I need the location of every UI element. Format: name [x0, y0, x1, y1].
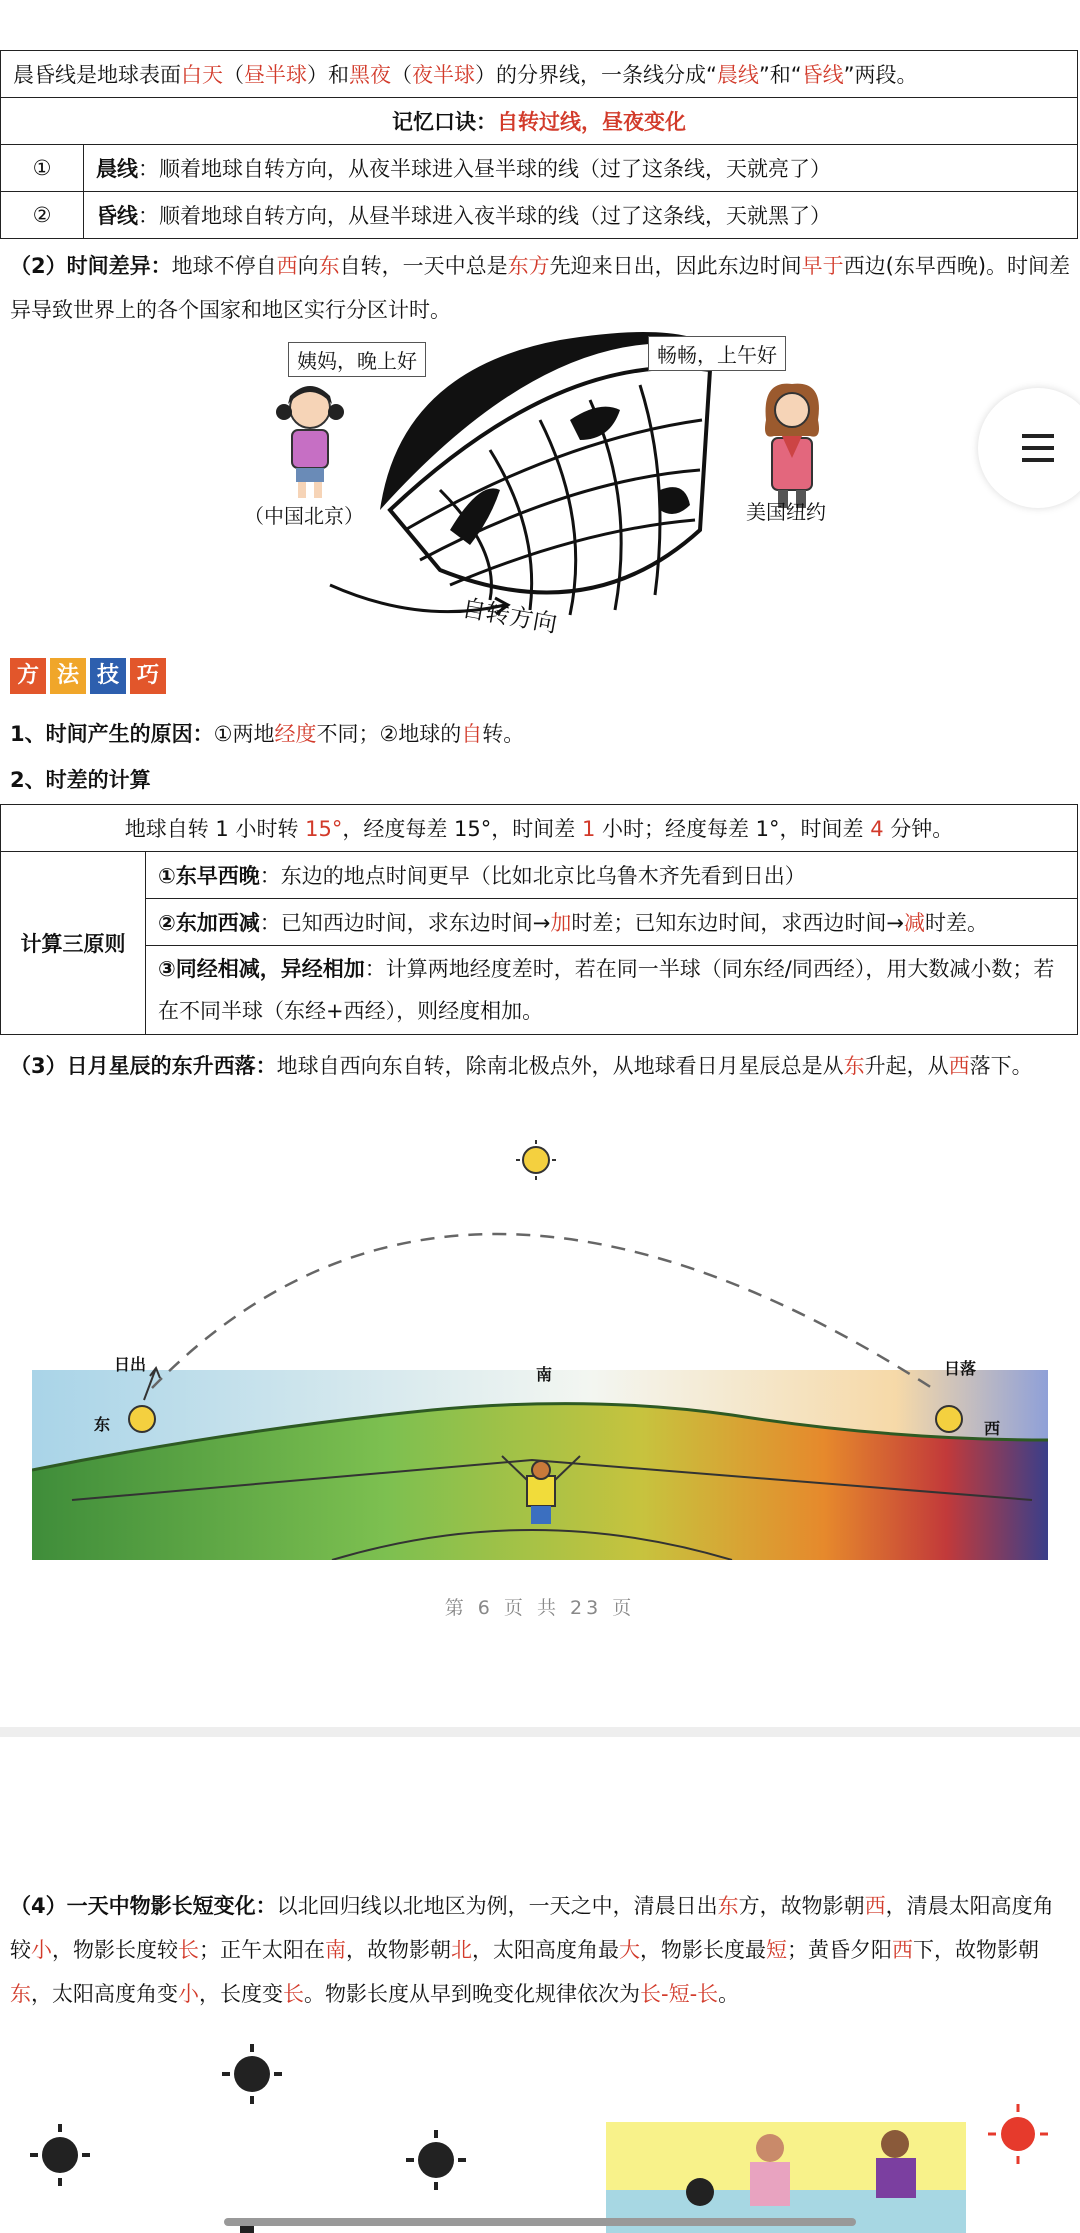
sun-rise-set-paragraph: （3）日月星辰的东升西落：地球自西向东自转，除南北极点外，从地球看日月星辰总是从东升起，从西落下。 [10, 1054, 1033, 1078]
rule-east-early: ①东早西晚：东边的地点时间更早（比如北京比乌鲁木齐先看到日出） [146, 852, 1078, 899]
sun-path-illustration [32, 1140, 1048, 1560]
sun-icon [30, 2124, 90, 2186]
speech-bubble-left: 姨妈，晚上好 [288, 342, 426, 377]
rotation-rule: 地球自转 1 小时转 15°，经度每差 15°，时间差 1 小时；经度每差 1°，时间差 4 分钟。 [1, 805, 1078, 852]
sun-icon [516, 1140, 556, 1180]
rotation-direction-label: 自转方向 [459, 593, 560, 639]
girl-illustration [270, 380, 350, 500]
terminator-table [0, 50, 1078, 239]
time-difference-paragraph: （2）时间差异：地球不停自西向东自转，一天中总是东方先迎来日出，因此东边时间早于西边(东早西晚)。时间差异导致世界上的各个国家和地区实行分区计时。 [10, 254, 1071, 322]
woman-illustration [752, 380, 832, 510]
menu-icon [1022, 434, 1054, 438]
terminator-intro: 晨昏线是地球表面白天（昼半球）和黑夜（夜半球）的分界线，一条线分成“晨线”和“昏线”两段。 [1, 51, 1078, 98]
rule-longitude: ③同经相减，异经相加：计算两地经度差时，若在同一半球（同东经/同西经），用大数减小数；若在不同半球（东经+西经），则经度相加。 [146, 946, 1078, 1035]
time-calc-table [0, 804, 1078, 1035]
page-divider [0, 1727, 1080, 1737]
method-tips-badge: 方 法 技 巧 [10, 658, 170, 694]
speech-bubble-right: 畅畅，上午好 [648, 336, 786, 371]
shadow-length-paragraph: （4）一天中物影长短变化：以北回归线以北地区为例，一天之中，清晨日出东方，故物影朝西，清晨太阳高度角较小，物影长度较长；正午太阳在南，故物影朝北，太阳高度角最大，物影长度最短；黄昏夕阳西下，故物影朝东，太阳高度角变小，长度变长。物影长度从早到晚变化规律依次为长-短-长。 [10, 1894, 1054, 2006]
newyork-label: 美国纽约 [746, 500, 826, 524]
sun-icon [406, 2130, 466, 2190]
sunrise-label: 日出 [114, 1355, 147, 1374]
table-row: ② 昏线：顺着地球自转方向，从昼半球进入夜半球的线（过了这条线，天就黑了） [1, 192, 1078, 239]
time-calc-heading: 2、时差的计算 [10, 768, 151, 792]
beijing-label: （中国北京） [244, 504, 364, 528]
rules-label: 计算三原则 [1, 852, 146, 1035]
menu-button[interactable] [978, 388, 1080, 508]
time-cause-line: 1、时间产生的原因：①两地经度不同；②地球的自转。 [10, 722, 525, 746]
sun-icon [988, 2104, 1048, 2164]
sunset-label: 日落 [944, 1359, 977, 1378]
memory-tip: 记忆口诀：自转过线，昼夜变化 [1, 98, 1078, 145]
shadow-illustration [0, 2040, 1080, 2233]
page-number: 第 6 页 共 23 页 [444, 1597, 636, 1619]
west-label: 西 [984, 1419, 1001, 1438]
sun-icon [222, 2044, 282, 2104]
south-label: 南 [536, 1365, 553, 1384]
rule-east-add: ②东加西减：已知西边时间，求东边时间→加时差；已知东边时间，求西边时间→减时差。 [146, 899, 1078, 946]
scrollbar[interactable] [224, 2218, 856, 2226]
east-label: 东 [94, 1415, 111, 1434]
table-row: ① 晨线：顺着地球自转方向，从夜半球进入昼半球的线（过了这条线，天就亮了） [1, 145, 1078, 192]
